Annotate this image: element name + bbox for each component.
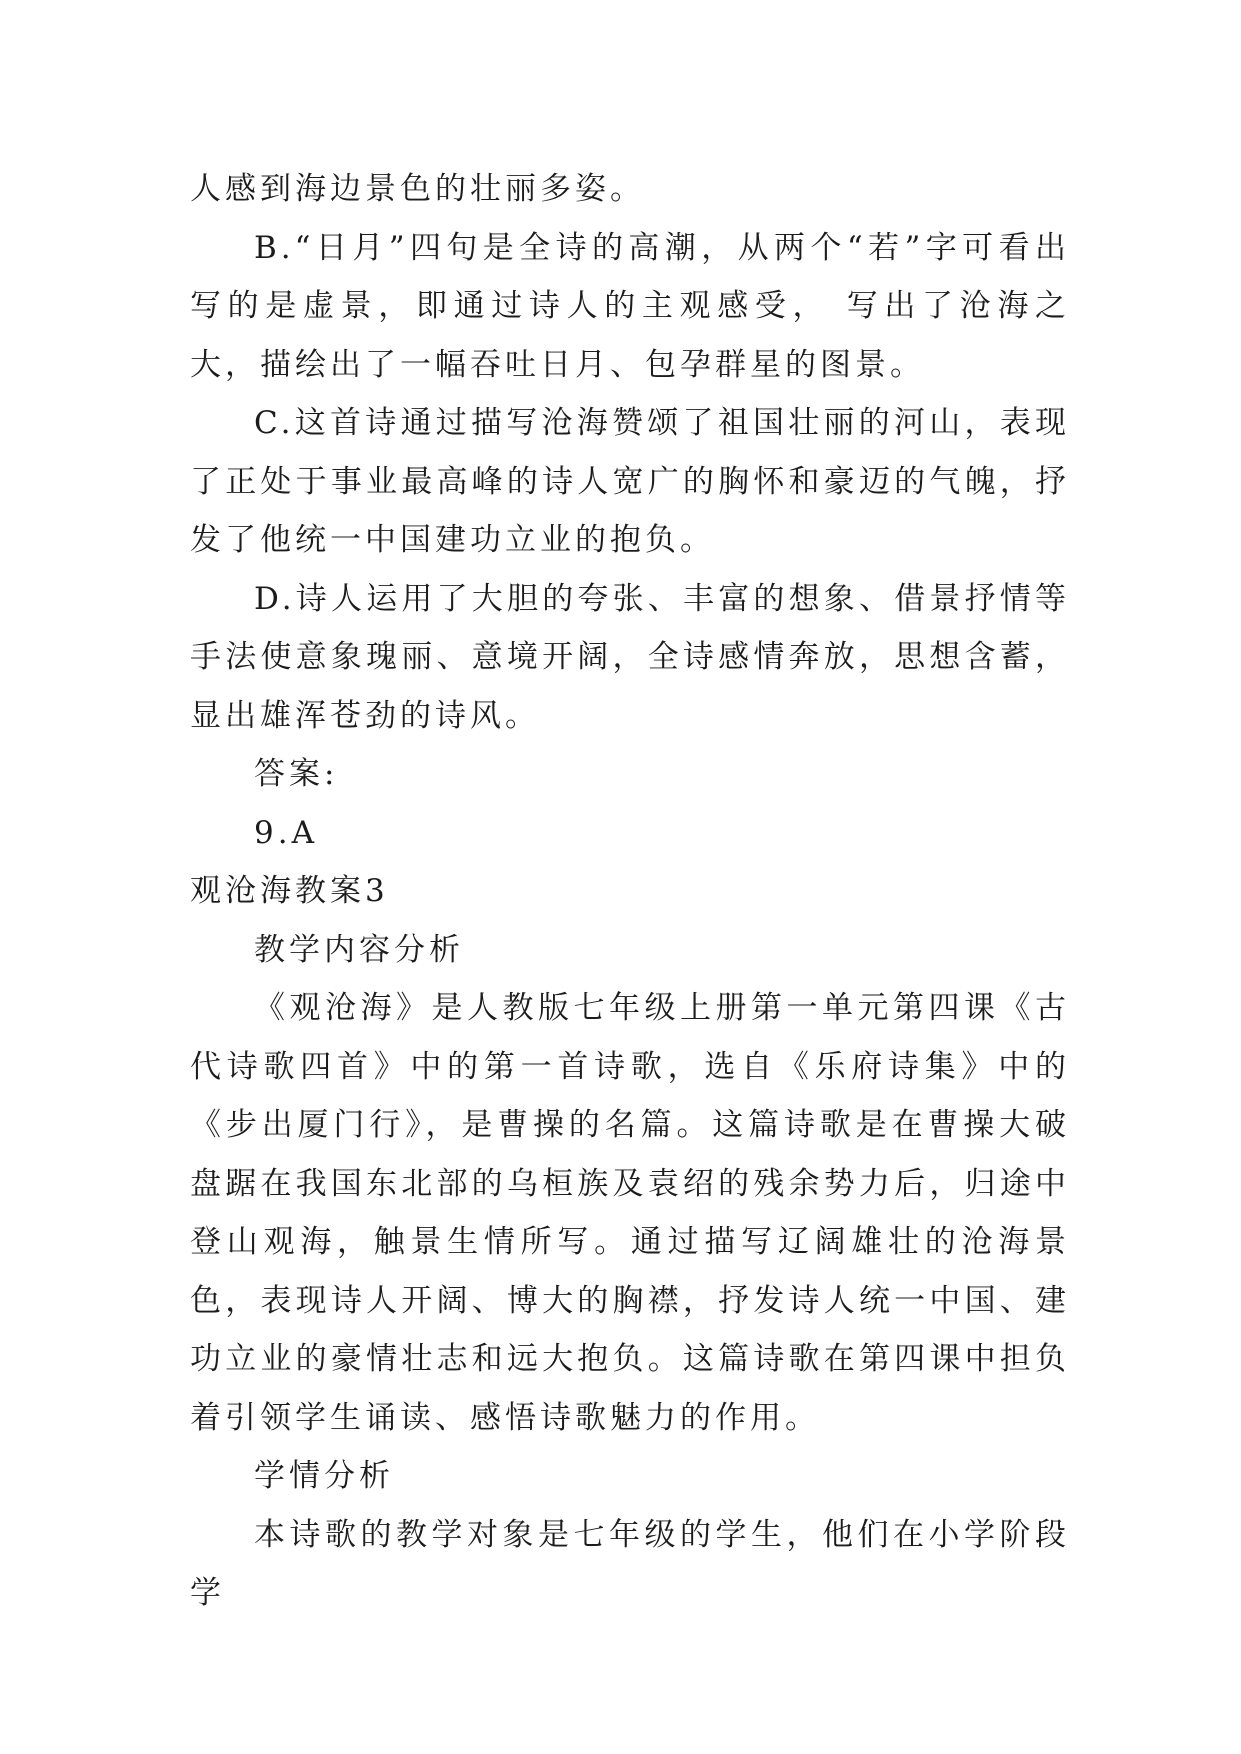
document-body — [190, 160, 1070, 1623]
option-d: D.诗人运用了大胆的夸张、丰富的想象、借景抒情等手法使意象瑰丽、意境开阔，全诗感情奔放，思想含蓄，显出雄浑苍劲的诗风。 — [190, 580, 1070, 734]
student-analysis-paragraph: 本诗歌的教学对象是七年级的学生，他们在小学阶段学 — [190, 1516, 1070, 1611]
content-analysis-paragraph: 《观沧海》是人教版七年级上册第一单元第四课《古代诗歌四首》中的第一首诗歌，选自《乐府诗集》中的《步出厦门行》，是曹操的名篇。这篇诗歌是在曹操大破盘踞在我国东北部的乌桓族及袁绍的残余势力后，归途中登山观海，触景生情所写。通过描写辽阔雄壮的沧海景色，表现诗人开阔、博大的胸襟，抒发诗人统一中国、建功立业的豪情壮志和远大抱负。这篇诗歌在第四课中担负着引领学生诵读、感悟诗歌魅力的作用。 — [190, 990, 1070, 1436]
answer-value: 9.A — [254, 814, 318, 851]
option-b: B.“日月”四句是全诗的高潮，从两个“若”字可看出写的是虚景，即通过诗人的主观感受， 写出了沧海之大，描绘出了一幅吞吐日月、包孕群星的图景。 — [190, 229, 1070, 383]
paragraph-continuation: 人感到海边景色的壮丽多姿。 — [190, 171, 645, 207]
section-title: 观沧海教案3 — [190, 873, 389, 909]
answer-label: 答案: — [254, 756, 339, 792]
subheading-student-analysis: 学情分析 — [254, 1458, 394, 1494]
subheading-content-analysis: 教学内容分析 — [254, 931, 464, 968]
option-c: C.这首诗通过描写沧海赞颂了祖国壮丽的河山，表现了正处于事业最高峰的诗人宽广的胸怀和豪迈的气魄，抒发了他统一中国建功立业的抱负。 — [190, 405, 1070, 558]
